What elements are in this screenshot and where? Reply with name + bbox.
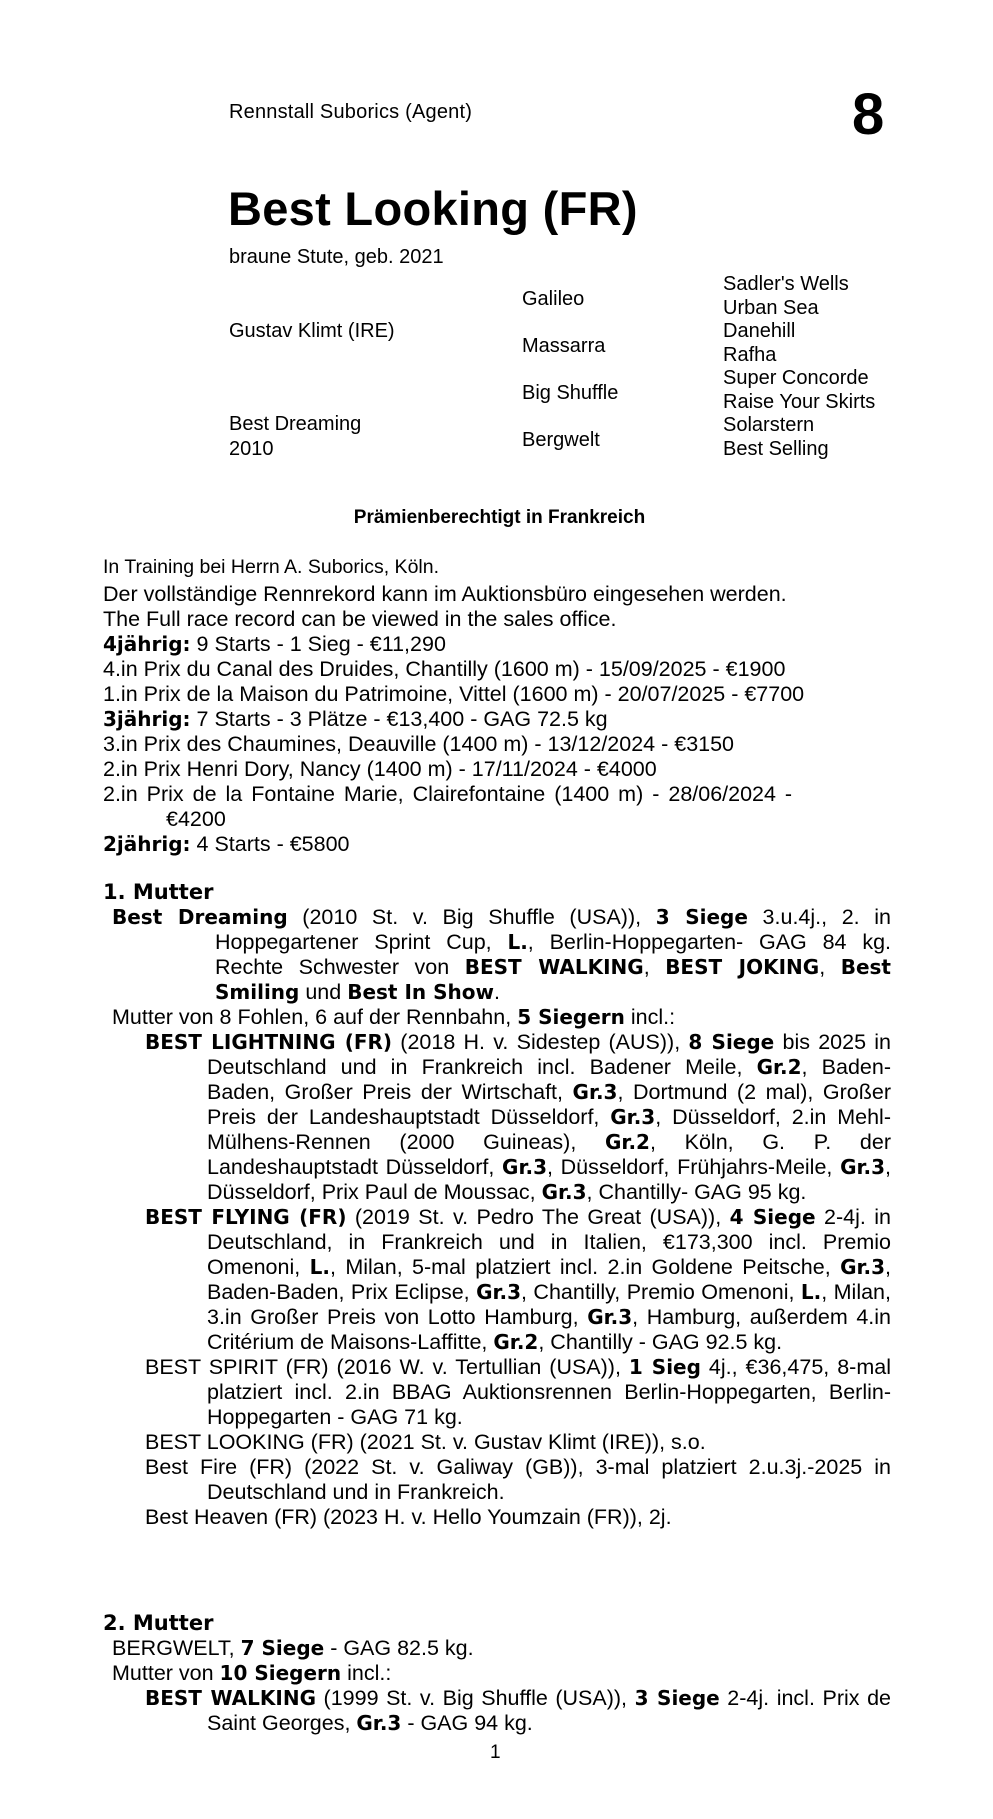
race-result: 3.in Prix des Chaumines, Deauville (1400 m) - 13/12/2024 - €3150: [103, 732, 735, 756]
season-label: 2jährig:: [103, 832, 191, 856]
second-dam-heading: 2. Mutter: [103, 1611, 214, 1635]
bold-run: Gr.3: [502, 1155, 547, 1179]
offspring-entry: [145, 1355, 891, 1430]
text-run: Best Heaven (FR) (2023 H. v. Hello Youmzain (FR)), 2j.: [145, 1505, 672, 1529]
page-number: 1: [490, 1742, 501, 1763]
first-dam-entry: [112, 905, 891, 1005]
text-run: (2018 H. v. Sidestep (AUS)),: [392, 1030, 689, 1054]
text-run: .: [493, 980, 500, 1004]
race-record-note-en: The Full race record can be viewed in the sales office.: [103, 607, 617, 631]
pedigree-dam: Best Dreaming: [229, 413, 362, 435]
text-run: (2010 St. v. Big Shuffle (USA)),: [287, 905, 656, 929]
bold-run: BEST FLYING (FR): [145, 1205, 347, 1229]
bold-run: Gr.3: [610, 1105, 656, 1129]
text-run: , Chantilly, Premio Omenoni,: [521, 1280, 801, 1304]
first-dam-section: [103, 880, 891, 1530]
text-run: 2-4j. in Deutschland, in Frankreich und in Italien, €173,300 incl. Premio Omenoni,: [207, 1205, 891, 1279]
horse-description: braune Stute, geb. 2021: [229, 246, 444, 268]
text-run: ,: [643, 955, 666, 979]
bold-run: Best Smiling: [215, 955, 891, 1004]
text-run: , Baden-Baden, Prix Eclipse,: [207, 1255, 891, 1304]
season-summary-3yo: [103, 707, 891, 732]
bold-run: Gr.3: [587, 1305, 633, 1329]
offspring-entry: [145, 1430, 891, 1455]
text-run: incl.:: [341, 1661, 392, 1685]
bold-run: 5 Siegern: [517, 1005, 625, 1029]
horse-name: Best Looking (FR): [228, 182, 638, 235]
bold-run: Gr.3: [356, 1711, 402, 1735]
bold-run: Gr.3: [476, 1280, 522, 1304]
text-run: , Dortmund (2 mal), Großer Preis der Landeshauptstadt Düsseldorf,: [207, 1080, 891, 1129]
second-dam-section: [103, 1611, 891, 1736]
pedigree-sire-sire: Galileo: [522, 288, 585, 310]
bold-run: 3 Siege: [634, 1686, 720, 1710]
text-run: 3.u.4j., 2. in Hoppegartener Sprint Cup,: [215, 905, 892, 954]
offspring-entry: [145, 1505, 891, 1530]
text-run: BEST SPIRIT (FR) (2016 W. v. Tertullian (USA)),: [145, 1355, 629, 1379]
bold-run: 10 Siegern: [219, 1661, 342, 1685]
pedigree-dam-sire: Big Shuffle: [522, 382, 619, 404]
first-dam-produce-summary: [112, 1005, 891, 1030]
text-run: BERGWELT,: [112, 1636, 241, 1660]
bold-run: BEST WALKING: [464, 955, 644, 979]
bold-run: Best Dreaming: [112, 905, 288, 929]
season-stats: 4 Starts - €5800: [190, 832, 350, 856]
text-run: , Baden-Baden, Großer Preis der Wirtschaft,: [207, 1055, 891, 1104]
text-run: - GAG 94 kg.: [401, 1711, 533, 1735]
text-run: BEST LOOKING (FR) (2021 St. v. Gustav Klimt (IRE)), s.o.: [145, 1430, 706, 1454]
text-run: , Chantilly - GAG 92.5 kg.: [538, 1330, 783, 1354]
bold-run: Gr.2: [493, 1330, 539, 1354]
text-run: , Hamburg, außerdem 4.in Critérium de Maisons-Laffitte,: [207, 1305, 891, 1354]
race-result: 2.in Prix de la Fontaine Marie, Clairefontaine (1400 m) - 28/06/2024 -: [103, 782, 793, 806]
text-run: incl.:: [624, 1005, 676, 1029]
bold-run: 3 Siege: [655, 905, 748, 929]
bold-run: L.: [800, 1280, 822, 1304]
offspring-entry: [145, 1455, 891, 1505]
bold-run: 4 Siege: [729, 1205, 816, 1229]
premium-eligibility-note: [0, 507, 993, 529]
bold-run: Best In Show: [347, 980, 494, 1004]
race-result-continued: €4200: [166, 807, 226, 831]
text-run: - GAG 82.5 kg.: [324, 1636, 474, 1660]
bold-run: Gr.2: [605, 1130, 650, 1154]
pedigree-sire: Gustav Klimt (IRE): [229, 320, 395, 342]
season-stats: 7 Starts - 3 Plätze - €13,400 - GAG 72.5 kg: [190, 707, 608, 731]
pedigree-ggp-6: Raise Your Skirts: [723, 390, 876, 413]
bold-run: 8 Siege: [688, 1030, 775, 1054]
pedigree-ggp-1: Sadler's Wells: [723, 273, 849, 295]
text-run: Mutter von 8 Fohlen, 6 auf der Rennbahn,: [112, 1005, 518, 1029]
bold-run: L.: [507, 930, 528, 954]
text-run: , Milan, 5-mal platziert incl. 2.in Goldene Peitsche,: [329, 1255, 841, 1279]
text-run: , Düsseldorf, 2.in Mehl-Mülhens-Rennen (2000 Guineas),: [207, 1105, 891, 1154]
race-result: 4.in Prix du Canal des Druides, Chantilly (1600 m) - 15/09/2025 - €1900: [103, 657, 786, 681]
premium-note-text: Prämienberechtigt in Frankreich: [353, 507, 646, 528]
text-run: (2019 St. v. Pedro The Great (USA)),: [346, 1205, 730, 1229]
offspring-entry: [145, 1205, 891, 1355]
text-run: , Düsseldorf, Frühjahrs-Meile,: [547, 1155, 841, 1179]
bold-run: Gr.2: [756, 1055, 802, 1079]
text-run: Mutter von: [112, 1661, 220, 1685]
offspring-entry: [145, 1030, 891, 1205]
text-run: 2-4j. incl. Prix de Saint Georges,: [207, 1686, 891, 1735]
text-run: , Berlin-Hoppegarten- GAG 84 kg. Rechte Schwester von: [215, 930, 891, 979]
text-run: , Milan, 3.in Großer Preis von Lotto Hamburg,: [207, 1280, 891, 1329]
pedigree-sire-dam: Massarra: [522, 335, 606, 357]
season-label: 4jährig:: [103, 632, 191, 656]
season-summary-2yo: [103, 832, 891, 857]
lot-number: 8: [852, 82, 885, 147]
pedigree-ggp-4: Rafha: [723, 343, 777, 366]
second-dam-entry: [112, 1636, 891, 1661]
consignor-name: Rennstall Suborics (Agent): [229, 101, 473, 123]
first-dam-heading: 1. Mutter: [103, 880, 214, 904]
text-run: Best Fire (FR) (2022 St. v. Galiway (GB)), 3-mal platziert 2.u.3j.-2025 in Deutschland und in Frankreich.: [145, 1455, 891, 1504]
pedigree-ggp-3: Danehill: [723, 320, 796, 342]
pedigree-ggp-7: Solarstern: [723, 414, 815, 436]
bold-run: BEST WALKING: [145, 1686, 316, 1710]
bold-run: Gr.3: [840, 1155, 886, 1179]
pedigree-ggp-8: Best Selling: [723, 437, 829, 460]
training-note: In Training bei Herrn A. Suborics, Köln.: [103, 556, 440, 578]
pedigree-dam-dam: Bergwelt: [522, 429, 600, 451]
text-run: , Chantilly- GAG 95 kg.: [586, 1180, 807, 1204]
text-run: 4j., €36,475, 8-mal platziert incl. 2.in BBAG Auktionsrennen Berlin-Hoppegarten, Berlin-Hoppegarten - GAG 71 kg.: [207, 1355, 891, 1429]
bold-run: 1 Sieg: [628, 1355, 701, 1379]
race-record-note-de: Der vollständige Rennrekord kann im Auktionsbüro eingesehen werden.: [103, 582, 787, 606]
race-record: [103, 582, 891, 857]
text-run: bis 2025 in Deutschland und in Frankreich incl. Badener Meile,: [207, 1030, 891, 1079]
pedigree-ggp-5: Super Concorde: [723, 367, 869, 389]
bold-run: Gr.3: [840, 1255, 886, 1279]
race-result: 2.in Prix Henri Dory, Nancy (1400 m) - 17/11/2024 - €4000: [103, 757, 657, 781]
pedigree-dam-year: 2010: [229, 438, 274, 460]
season-summary-4yo: [103, 632, 891, 657]
season-stats: 9 Starts - 1 Sieg - €11,290: [190, 632, 446, 656]
text-run: und: [299, 980, 348, 1004]
bold-run: Gr.3: [572, 1080, 618, 1104]
pedigree-ggp-2: Urban Sea: [723, 296, 819, 319]
bold-run: 7 Siege: [240, 1636, 325, 1660]
bold-run: BEST LIGHTNING (FR): [145, 1030, 393, 1054]
bold-run: L.: [309, 1255, 330, 1279]
offspring-entry: [145, 1686, 891, 1736]
second-dam-produce-summary: [112, 1661, 891, 1686]
bold-run: BEST JOKING: [665, 955, 820, 979]
bold-run: Gr.3: [541, 1180, 587, 1204]
text-run: , Düsseldorf, Prix Paul de Moussac,: [207, 1155, 891, 1204]
text-run: , Köln, G. P. der Landeshauptstadt Düsseldorf,: [207, 1130, 892, 1179]
season-label: 3jährig:: [103, 707, 191, 731]
text-run: ,: [819, 955, 841, 979]
text-run: (1999 St. v. Big Shuffle (USA)),: [315, 1686, 635, 1710]
race-result: 1.in Prix de la Maison du Patrimoine, Vittel (1600 m) - 20/07/2025 - €7700: [103, 682, 805, 706]
